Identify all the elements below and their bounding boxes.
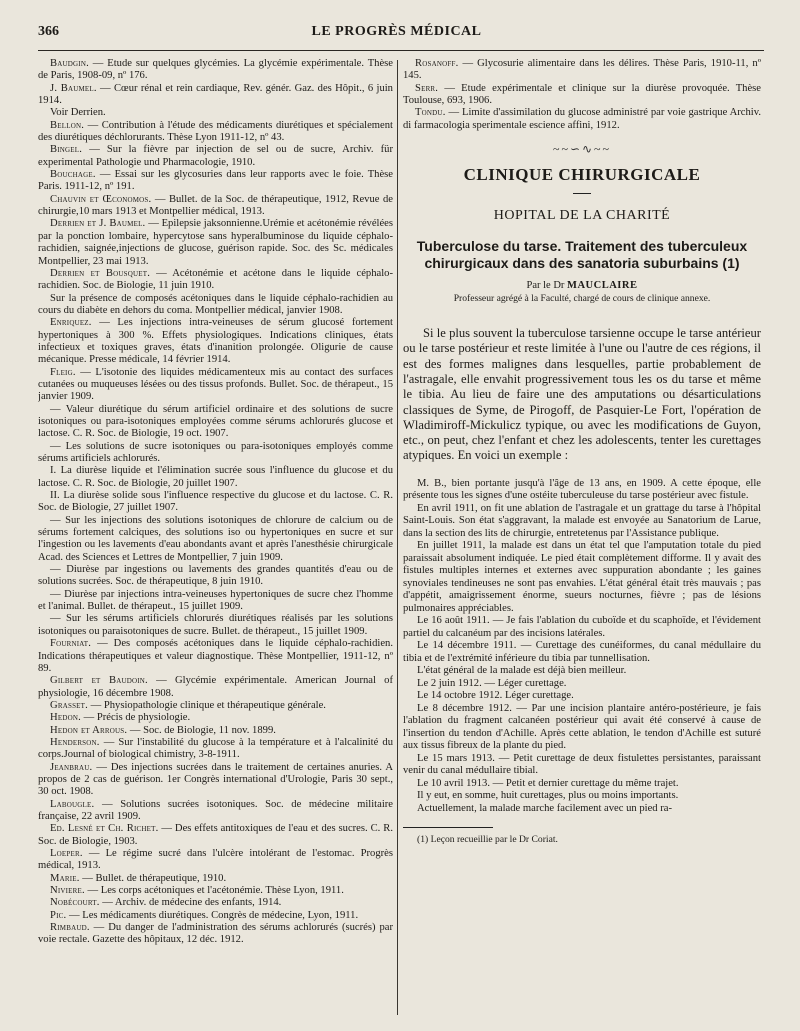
reference-author: Rosanoff. [415, 58, 459, 69]
reference-entry [38, 848, 393, 873]
reference-author: Henderson. [50, 736, 100, 748]
case-observation [403, 478, 761, 816]
reference-entry [403, 107, 761, 132]
reference-author: Bellon. [50, 119, 85, 131]
reference-entry [38, 885, 393, 897]
reference-text: — Les corps acétoniques et l'acétonémie. Thèse Lyon, 1911. [84, 885, 344, 897]
reference-author: Enriquez. [50, 317, 92, 329]
reference-text: — Acétonémie et acétone dans le liquide céphalo-rachidien. Soc. de Biologie, 11 juin 1910. [38, 267, 393, 292]
reference-text: — Diurèse par injections intra-veineuses hypertoniques de sucre chez l'homme et l'animal. Bullet. de thérapeut., 15 juillet 1909. [38, 588, 393, 613]
reference-text: — Les solutions de sucre isotoniques ou para-isotoniques employés comme sérums artificiels achlorurés. [38, 440, 393, 464]
reference-entry [403, 83, 761, 108]
reference-text: — Diurèse par ingestions ou lavements des grandes quantités d'eau ou de solutions sucrées. Soc. de thérapeutique, 8 juin 1910. [38, 564, 393, 588]
reference-author: Jeanbrau. [50, 761, 93, 773]
reference-author: Derrien et Bousquet. [50, 267, 151, 279]
reference-entry [38, 515, 393, 564]
reference-author: Bingel. [50, 144, 83, 156]
reference-text: — Sur l'instabilité du glucose à la température et à l'alcalinité du corps.Journal of biological chimistry, 3-8-1911. [38, 736, 393, 761]
reference-entry [38, 897, 393, 909]
reference-entry [38, 169, 393, 194]
reference-entry [38, 873, 393, 885]
reference-entry [38, 83, 393, 108]
reference-text: — Etude sur quelques glycémies. La glycémie expérimentale. Thèse de Paris, 1908-09, nº 176. [38, 58, 393, 82]
author-affiliation: Professeur agrégé à la Faculté, chargé de cours de clinique annexe. [453, 293, 711, 305]
reference-text: — Des composés acétoniques dans le liquide céphalo-rachidien. Indications thérapeutiques et valeur diagnostique. Thèse Montpellier, 1911-12, nº 89. [38, 638, 393, 674]
reference-entry [38, 144, 393, 169]
reference-text: — Du danger de l'administration des sérums achlorurés (sucrés) par voie rectale. Gazette des hôpitaux, 12 déc. 1912. [38, 922, 393, 946]
right-column [403, 58, 761, 1020]
reference-author: Rimbaud. [50, 922, 90, 934]
reference-entry [38, 268, 393, 293]
reference-author: Grasset. [50, 699, 88, 711]
reference-author: Pic. [50, 909, 67, 921]
reference-text: — Archiv. de médecine des enfants, 1914. [99, 897, 282, 909]
section-title: CLINIQUE CHIRURGICALE [463, 165, 701, 185]
reference-entry [38, 613, 393, 638]
observation-paragraph: Il y eut, en somme, huit curettages, plus ou moins importants. [417, 790, 679, 802]
reference-entry [38, 465, 393, 490]
reference-entry [38, 675, 393, 700]
reference-text: — Sur la fièvre par injection de sel ou de sucre, Archiv. für experimental Pathologie und Pharmacologie, 1910. [38, 144, 393, 168]
observation-paragraph: En juillet 1911, la malade est dans un état tel que l'amputation totale du pied paraissait absolument indiquée. Le pied était complètement difforme. Il y avait des fistules multiples internes et externes avec suppuration abondante ; les gaines synoviales tendineuses ne sont pas envahies. L'état général était très mauvais ; pas d'appétit, amaigrissement énorme, sueurs nocturnes, fièvre ; pas de lésions pulmonaires appréciables. [403, 540, 761, 614]
reference-text: I. La diurèse liquide et l'élimination sucrée sous l'influence du glucose et du lactose. C. R. Soc. de Biologie, 20 juillet 1907. [38, 465, 393, 489]
lead-paragraph: Si le plus souvent la tuberculose tarsienne occupe le tarse antérieur ou le tarse postérieur et reste limitée à l'une ou l'autre de ces régions, il est des formes malignes dans lesquelles, partie probablement de l'astragale, elle envahit progressivement tous les os du tarse et même le tibia. Au lieu de faire une des amputations ou désarticulations classiques de Syme, de Pirogoff, de Pasquier-Le Fort, l'opération de Wladimiroff-Mickulicz typique, ou avec les modifications de Guyon, etc., on peut, chez l'enfant et chez les adolescents, tenter les curettages atypiques. En voici un exemple : [403, 326, 761, 463]
reference-text: — Glycosurie alimentaire dans les délires. Thèse Paris, 1910-11, nº 145. [403, 58, 761, 82]
reference-entry [38, 725, 393, 737]
reference-text: — Physiopathologie clinique et thérapeutique générale. [87, 699, 326, 711]
observation-paragraph: L'état général de la malade est déjà bien meilleur. [417, 665, 627, 677]
reference-text: — Des injections sucrées dans le traitement de certaines anuries. A propos de 2 cas de guérison. 1er Congrès international d'Urologie, Paris 30 sept., 30 oct. 1908. [38, 761, 393, 798]
reference-text: — Précis de physiologie. [80, 712, 191, 724]
reference-entry [38, 589, 393, 614]
reference-author: Niviere. [50, 885, 85, 897]
reference-entry [38, 441, 393, 466]
reference-text: — Bullet. de thérapeutique, 1910. [79, 872, 227, 884]
reference-author: J. Baumel. [50, 82, 97, 94]
reference-text: — Contribution à l'étude des médicaments diurétiques et spécialement des diurétiques déchlorurants. Thèse Lyon 1911-12, nº 43. [38, 119, 393, 144]
hospital-name: HOPITAL DE LA CHARITÉ [493, 208, 671, 224]
reference-entry [38, 490, 393, 515]
reference-entry [38, 317, 393, 366]
reference-entry [38, 737, 393, 762]
short-rule [573, 193, 591, 194]
journal-title: LE PROGRÈS MÉDICAL [311, 24, 482, 39]
reference-text: — Sur les injections des solutions isotoniques de chlorure de calcium ou de sérums fortement calciques, des solutions iso ou hypertoniques en sucre et sur l'ingestion ou les lavements d'eau abondants avant et après l'anesthésie chirurgicale Acad. des Sciences et Lettres de Montpellier, 7 juin 1909. [38, 514, 393, 563]
reference-author: Bouchage. [50, 169, 96, 181]
reference-text: — Valeur diurétique du sérum artificiel ordinaire et des solutions de sucre isotoniques ou para-isotoniques employées comme sérums achlorurés glucose et lactose. C. R. Soc. de Biologie, 19 oct. 1907. [38, 403, 393, 440]
byline-prefix: Par le Dr [526, 280, 568, 292]
reference-entry [38, 218, 393, 267]
reference-author: Serr. [415, 82, 439, 94]
observation-paragraph: Le 8 décembre 1912. — Par une incision plantaire antéro-postérieure, je fais l'ablation du fragment calcanéen postérieur qui avait été conservé à cause de l'insertion du tendon d'Achille. Après cette ablation, le tendon d'Achille est suturé aux tissus fibreux de la plante du pied. [403, 702, 761, 752]
reference-author: Derrien et J. Baumel. [50, 218, 146, 230]
reference-text: — Les injections intra-veineuses de sérum glucosé fortement hypertoniques à 300 %. Effets physiologiques. Indications cliniques, états infectieux et toxiques graves, états d'inanition prolongée. Oligurie de cause mécanique. Presse médicale, 14 février 1914. [38, 317, 393, 366]
reference-text: Voir Derrien. [50, 107, 106, 119]
reference-entry [38, 922, 393, 947]
page-number: 366 [38, 24, 59, 39]
reference-entry [38, 638, 393, 675]
reference-author: Nobécourt. [50, 897, 100, 909]
reference-author: Fourniat. [50, 638, 92, 650]
reference-entry [38, 762, 393, 799]
observation-paragraph: Le 15 mars 1913. — Petit curettage de deux fistulettes persistantes, paraissant venir du canal médullaire tibial. [403, 752, 761, 777]
observation-paragraph: Le 10 avril 1913. — Petit et dernier curettage du même trajet. [417, 777, 679, 789]
reference-list [403, 58, 761, 132]
observation-paragraph: Le 16 août 1911. — Je fais l'ablation du cuboïde et du scaphoïde, et l'évidement partiel du calcanéum par des incisions latérales. [403, 615, 761, 639]
reference-text: — Essai sur les glycosuries dans leur rapports avec le foie. Thèse Paris. 1911-12, nº 191. [38, 169, 393, 193]
observation-paragraph: En avril 1911, on fit une ablation de l'astragale et un grattage du tarse à l'hôpital Saint-Louis. Son état s'aggravant, la malade est envoyée au Sanatorium de Larue, dans la section des lits de chirurgie, entretetenus par l'Assistance publique. [403, 502, 761, 539]
reference-author: Chauvin et Œconomos. [50, 193, 152, 205]
reference-entry [38, 194, 393, 219]
reference-text: — Limite d'assimilation du glucose administré par voie gastrique Archiv. di farmacologia sperimentale escience affini, 1912. [403, 107, 761, 131]
reference-entry [38, 404, 393, 441]
reference-text: — Sur les sérums artificiels chlorurés diurétiques réalisés par les solutions isotoniques ou paraisotoniques de sucre. Bullet. de thérapeut., 15 juillet 1909. [38, 613, 393, 637]
reference-entry [38, 293, 393, 318]
reference-author: Labougle. [50, 798, 95, 810]
reference-entry [38, 700, 393, 712]
reference-text: — L'isotonie des liquides médicamenteux mis au contact des surfaces cutanées ou muqueuses lésées ou des tissus profonds. Bullet. Soc. de thérapeut., 15 janvier 1909. [38, 366, 393, 403]
reference-text: — Cœur rénal et rein cardiaque, Rev. génér. Gaz. des Hôpit., 6 juin 1914. [38, 82, 393, 107]
reference-text: Sur la présence de composés acétoniques dans le liquide céphalo-rachidien au cours du diabète en dehors du coma. Montpellier médical, janvier 1908. [38, 292, 393, 316]
reference-author: Loeper. [50, 848, 83, 859]
reference-entry [38, 823, 393, 848]
reference-author: Gilbert et Baudoin. [50, 675, 148, 687]
footnote-rule [403, 827, 493, 828]
left-column [38, 58, 393, 1020]
reference-text: — Les médicaments diurétiques. Congrès de médecine, Lyon, 1911. [66, 909, 359, 921]
reference-entry [38, 58, 393, 83]
page-header [38, 24, 764, 51]
reference-author: Fleig. [50, 366, 76, 378]
reference-entry [403, 58, 761, 83]
author-name: MAUCLAIRE [567, 280, 638, 292]
reference-entry [38, 120, 393, 145]
byline [403, 280, 761, 291]
reference-author: Ed. Lesné et Ch. Richet. [50, 823, 159, 835]
observation-paragraph: Le 14 octobre 1912. Léger curettage. [417, 690, 574, 702]
reference-entry [38, 564, 393, 589]
reference-author: Tondu. [415, 107, 446, 119]
reference-text: — Bullet. de la Soc. de thérapeutique, 1912, Revue de chirurgie,10 mars 1913 et Montpellier médical, 1913. [38, 193, 393, 218]
reference-author: Marie. [50, 872, 80, 884]
article-title: Tuberculose du tarse. Traitement des tuberculeux chirurgicaux dans des sanatoria suburbains (1) [416, 238, 748, 272]
reference-text: II. La diurèse solide sous l'influence respective du glucose et du lactose. C. R. Soc. de Biologie, 27 juillet 1907. [38, 490, 393, 514]
reference-text: — Soc. de Biologie, 11 nov. 1899. [127, 724, 276, 736]
observation-paragraph: Le 2 juin 1912. — Léger curettage. [417, 677, 567, 689]
reference-text: — Glycémie expérimentale. American Journal of physiologie, 16 décembre 1908. [38, 675, 393, 699]
observation-paragraph: M. B., bien portante jusqu'à l'âge de 13 ans, en 1909. A cette époque, elle présente tous les signes d'une ostéite tuberculeuse du tarse postérieur avec fistule. [403, 477, 761, 502]
reference-text: — Le régime sucré dans l'ulcère intolérant de l'estomac. Progrès médical, 1913. [38, 848, 393, 872]
reference-text: — Etude expérimentale et clinique sur la diurèse provoquée. Thèse Toulouse, 693, 1906. [403, 82, 761, 107]
reference-text: — Des effets antitoxiques de l'eau et des sucres. C. R. Soc. de Biologie, 1903. [38, 823, 393, 847]
column-divider [397, 60, 398, 1015]
reference-entry [38, 910, 393, 922]
observation-paragraph: Le 14 décembre 1911. — Curettage des cunéiformes, du canal médullaire du tibia et de l'extrémité inférieure du tibia par tunnellisation. [403, 640, 761, 664]
reference-author: Hedon. [50, 712, 81, 724]
ornament-divider: ~~∽∿~~ [552, 142, 612, 157]
reference-author: Baudgin. [50, 58, 89, 69]
observation-paragraph: Actuellement, la malade marche facilement avec un pied ra- [417, 802, 673, 814]
reference-entry [38, 367, 393, 404]
reference-entry [38, 712, 393, 724]
reference-entry [38, 107, 393, 119]
reference-entry [38, 799, 393, 824]
footnote: (1) Leçon recueillie par le Dr Coriat. [417, 834, 558, 846]
reference-author: Hedon et Arrous. [50, 724, 128, 736]
reference-text: — Epilepsie jaksonnienne.Urémie et acétonémie révélées par la ponction lombaire, hypercytose sans hyperalbuminose du liquide céphalo-rachidien, saignée,injections de glucose, guérison rapide. Soc. des Sc. médicales Montpellier, 23 mai 1913. [38, 218, 393, 267]
reference-text: — Solutions sucrées isotoniques. Soc. de médecine militaire française, 22 avril 1909. [38, 798, 393, 822]
